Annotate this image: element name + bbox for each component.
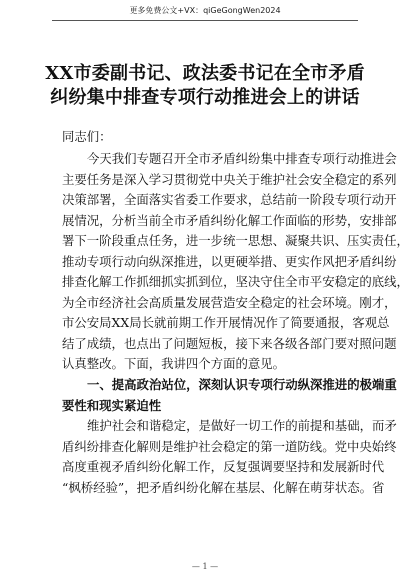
paragraph-line: 为全市经济社会高质量发展营造安全稳定的社会环境。刚才， <box>62 294 397 310</box>
paragraph-line: 展情况，分析当前全市矛盾纠纷化解工作面临的形势，安排部 <box>62 212 397 228</box>
paragraph-line: 主要任务是深入学习贯彻党中央关于维护社会安全稳定的系列 <box>62 171 397 187</box>
title-line-1: XX市委副书记、政法委书记在全市矛盾 <box>45 63 365 84</box>
paragraph-2 <box>62 416 397 498</box>
paragraph-line: “枫桥经验”，把矛盾纠纷化解在基层、化解在萌芽状态。省 <box>62 479 385 495</box>
section-heading-1 <box>62 375 397 416</box>
paragraph-1 <box>62 149 409 375</box>
paragraph-line: 认真整改。下面，我讲四个方面的意见。 <box>62 356 286 371</box>
paragraph-line: 排查化解工作抓细抓实抓到位，坚决守住全市平安稳定的底线， <box>62 274 409 289</box>
paragraph-line: 结了成绩，也点出了问题短板，接下来各级各部门要对照问题 <box>62 335 397 351</box>
paragraph-line: 市公安局XX局长就前期工作开展情况作了简要通报，客观总 <box>62 315 390 330</box>
paragraph-line: 决策部署，全面落实省委工作要求，总结前一阶段专项行动开 <box>62 192 397 207</box>
document-title <box>40 62 370 110</box>
salutation: 同志们： <box>62 129 112 144</box>
header-divider <box>52 20 358 21</box>
paragraph-line: 推动专项行动向纵深推进，以更硬举措、更实作风把矛盾纠纷 <box>62 253 397 269</box>
paragraph-line: 高度重视矛盾纠纷化解工作，反复强调要坚持和发展新时代 <box>62 459 385 474</box>
paragraph-line: 维护社会和谐稳定，是做好一切工作的前提和基础，而矛 <box>87 418 397 433</box>
heading-line: 要性和现实紧迫性 <box>62 397 162 413</box>
title-line-2: 纠纷集中排查专项行动推进会上的讲话 <box>50 87 360 108</box>
page-header-text: 更多免费公文+VX：qiGeGongWen2024 <box>129 6 281 15</box>
paragraph-line: 署下一阶段重点任务，进一步统一思想、凝聚共识、压实责任， <box>62 233 409 248</box>
heading-line: 一、提高政治站位，深刻认识专项行动纵深推进的极端重 <box>87 377 397 392</box>
paragraph-line: 今天我们专题召开全市矛盾纠纷集中排查专项行动推进会 <box>87 151 397 166</box>
page-number: — 1 — <box>191 562 219 571</box>
paragraph-line: 盾纠纷排查化解则是维护社会稳定的第一道防线。党中央始终 <box>62 438 397 454</box>
